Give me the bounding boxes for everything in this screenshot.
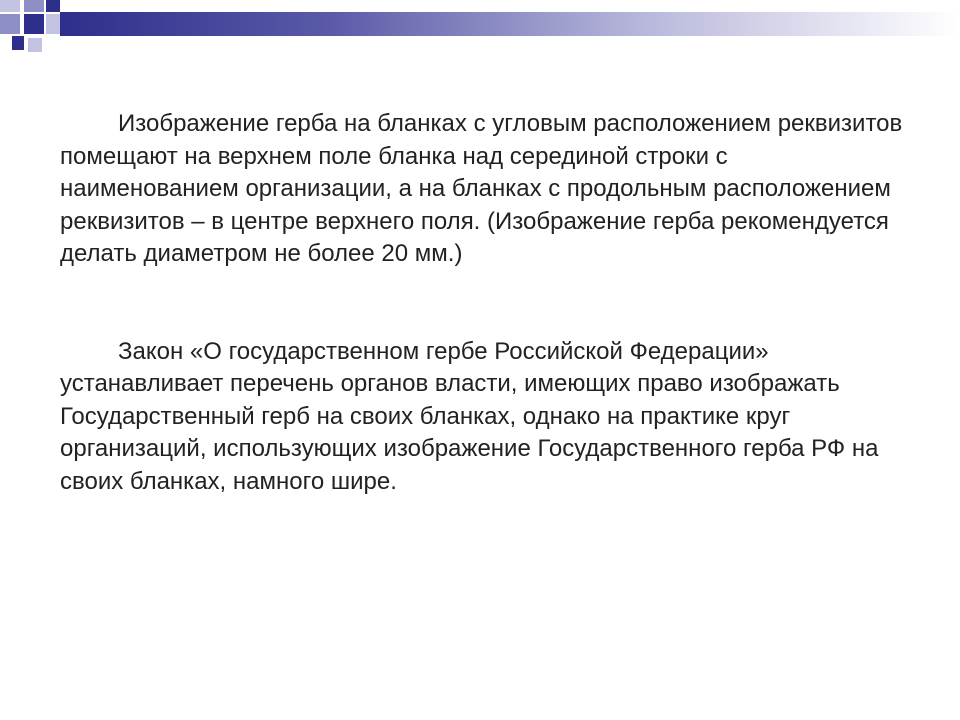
decorative-gradient-band (60, 12, 960, 36)
slide-body (60, 108, 910, 498)
decorative-square (24, 0, 44, 12)
decorative-square (24, 14, 44, 34)
decorative-square (12, 36, 24, 50)
decorative-square (28, 38, 42, 52)
decorative-square (46, 14, 60, 34)
decorative-square (0, 0, 20, 12)
decorative-square (0, 14, 20, 34)
body-paragraph: Изображение герба на бланках с угловым расположением реквизитов помещают на верхнем поле бланка над серединой строки с наименованием организации, а на бланках с продольным расположением реквизитов – в центре верхнего поля. (Изображение герба рекомендуется делать диаметром не более 20 мм.) (60, 110, 903, 267)
body-paragraph: Закон «О государственном гербе Российской Федерации» устанавливает перечень органов власти, имеющих право изображать Государственный герб на своих бланках, однако на практике круг организаций, использующих изображение Государственного герба РФ на своих бланках, намного шире. (60, 337, 879, 495)
decorative-square (46, 0, 60, 12)
